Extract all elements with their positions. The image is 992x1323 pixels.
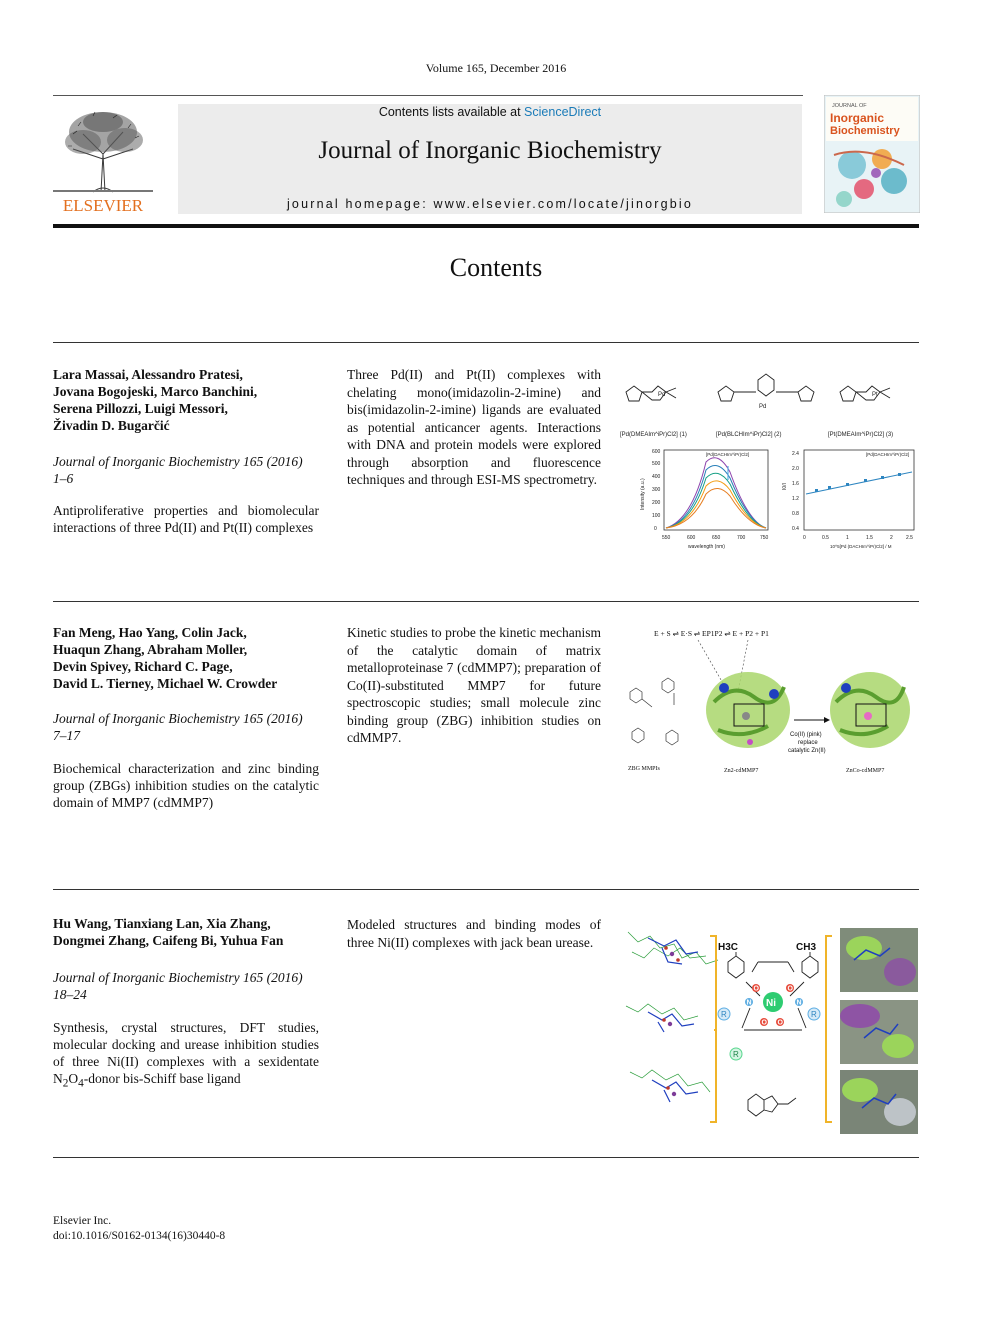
cover-title-line1: JOURNAL OF xyxy=(832,103,867,109)
plot1-title: [Pd(DACHIm^iPr)Cl2] xyxy=(706,452,750,457)
article-2-citation[interactable] xyxy=(53,710,320,744)
author-line: Devin Spivey, Richard C. Page, xyxy=(53,659,233,674)
header-top-rule xyxy=(53,95,803,96)
title-subscript: 4 xyxy=(78,1077,84,1090)
article-3-citation[interactable] xyxy=(53,969,320,1003)
journal-cover-image xyxy=(824,95,920,213)
plot1-xlabel: wavelength (nm) xyxy=(688,544,725,550)
replace-note-1: Co(II) (pink) xyxy=(790,732,822,738)
plot2-ytick: 2.4 xyxy=(792,451,799,457)
nitrogen-atom: N xyxy=(746,999,752,1007)
plot2-xtick: 2 xyxy=(890,535,893,541)
plot2-xtick: 1 xyxy=(846,535,849,541)
author-line: Serena Pillozzi, Luigi Messori, xyxy=(53,401,228,416)
cover-title-line2: Inorganic xyxy=(830,111,885,125)
svg-text:Pd: Pd xyxy=(658,392,666,398)
fluorescence-plot xyxy=(640,449,769,550)
pd-pt-complexes-graphic xyxy=(618,362,920,552)
plot2-title: [Pd(DACHIm^iPr)Cl2] xyxy=(866,452,910,457)
oxygen-atom: O xyxy=(761,1019,767,1027)
nitrogen-atom: N xyxy=(796,999,802,1007)
plot2-xtick: 0 xyxy=(803,535,806,541)
plot1-xtick: 650 xyxy=(712,535,721,541)
znco-label: ZnCo-cdMMP7 xyxy=(846,768,885,774)
oxygen-atom: O xyxy=(753,985,759,993)
citation-pages: 1–6 xyxy=(53,471,74,486)
svg-text:Pt: Pt xyxy=(872,392,878,398)
svg-text:Pd: Pd xyxy=(759,404,767,410)
title-text: Synthesis, crystal structures, DFT studies, molecular docking and urease inhibition studies of three Ni(II) complexes with a sexidentate N xyxy=(53,1020,319,1086)
footer-doi[interactable]: doi:10.1016/S0162-0134(16)30440-8 xyxy=(53,1230,226,1242)
article-2-title[interactable]: Biochemical characterization and zinc binding group (ZBGs) inhibition studies on the catalytic domain of MMP7 (cdMMP7) xyxy=(53,761,319,810)
journal-title: Journal of Inorganic Biochemistry xyxy=(318,137,662,164)
article-2-graphical-abstract xyxy=(618,622,920,782)
article-3-graphical-abstract xyxy=(618,912,920,1136)
citation-line: Journal of Inorganic Biochemistry 165 (2016) xyxy=(53,970,303,985)
citation-line: Journal of Inorganic Biochemistry 165 (2016) xyxy=(53,711,303,726)
plot1-xtick: 700 xyxy=(737,535,746,541)
author-line: Hu Wang, Tianxiang Lan, Xia Zhang, xyxy=(53,916,271,931)
replace-note-3: catalytic Zn(II) xyxy=(788,748,826,754)
article-1-abstract: Three Pd(II) and Pt(II) complexes with chelating mono(imidazolin-2-imine) and bis(imidazolin-2-imine) ligands are evaluated as potential anticancer agents. Interactions with DNA and protein models were explored through absorption and fluorescence techniques and through ESI-MS spectrometry. xyxy=(347,367,601,487)
header-thick-rule xyxy=(53,224,919,228)
author-line: Jovana Bogojeski, Marco Banchini, xyxy=(53,384,258,399)
author-line: Fan Meng, Hao Yang, Colin Jack, xyxy=(53,625,247,640)
oxygen-atom: O xyxy=(777,1019,783,1027)
nickel-complexes-graphic xyxy=(618,912,920,1136)
oxygen-atom: O xyxy=(787,985,793,993)
article-1-graphical-abstract xyxy=(618,362,920,552)
plot2-ytick: 0.4 xyxy=(792,526,799,532)
author-line: Živadin D. Bugarčić xyxy=(53,418,170,433)
plot1-ytick: 600 xyxy=(652,449,661,455)
journal-homepage[interactable]: journal homepage: www.elsevier.com/locate/jinorgbio xyxy=(286,197,694,211)
kinetic-equation: E + S ⇌ E·S ⇌ EP1P2 ⇌ E + P2 + P1 xyxy=(654,629,769,638)
plot2-xlabel: 10^5[Pd (DACHIm^iPr)Cl2] / M xyxy=(830,544,892,549)
plot2-ylabel: I0/I xyxy=(782,483,788,490)
article-divider xyxy=(53,601,919,602)
plot1-ytick: 400 xyxy=(652,474,661,480)
docking-surface-2 xyxy=(840,1000,918,1064)
author-line: Huaqun Zhang, Abraham Moller, xyxy=(53,642,248,657)
plot2-xtick: 0.5 xyxy=(822,535,829,541)
plot2-ytick: 2.0 xyxy=(792,466,799,472)
page-title: Contents xyxy=(449,253,543,282)
mmp7-graphic xyxy=(618,622,920,782)
docking-surface-1 xyxy=(840,928,918,992)
article-3-authors xyxy=(53,915,318,949)
journal-cover[interactable] xyxy=(824,95,920,213)
elsevier-wordmark: ELSEVIER xyxy=(62,196,144,215)
elsevier-logo[interactable] xyxy=(53,104,153,216)
sciencedirect-link[interactable]: ScienceDirect xyxy=(524,105,602,119)
volume-info: Volume 165, December 2016 xyxy=(425,61,567,75)
zn2-cdmmp7-structure xyxy=(706,672,790,748)
plot1-xtick: 600 xyxy=(687,535,696,541)
znco-cdmmp7-structure xyxy=(830,672,910,748)
article-2-authors xyxy=(53,624,318,692)
replace-note-2: replace xyxy=(798,740,818,746)
complex-label-1: [Pd(DMEAIm^iPr)Cl2] (1) xyxy=(620,432,687,438)
article-1-title[interactable]: Antiproliferative properties and biomolecular interactions of three Pd(II) and Pt(II) complexes xyxy=(53,503,319,535)
contents-available-line xyxy=(178,105,802,119)
complex-label-2: [Pd(BLCHIm^iPr)Cl2] (2) xyxy=(716,432,782,438)
article-2-abstract: Kinetic studies to probe the kinetic mechanism of the catalytic domain of matrix metalloproteinase 7 (cdMMP7); preparation of Co(II)-substituted MMP7 for future spectroscopic studies; small molecule zinc binding group (ZBG) inhibition studies on cdMMP7. xyxy=(347,625,601,745)
author-line: Dongmei Zhang, Caifeng Bi, Yuhua Fan xyxy=(53,933,284,948)
author-line: David L. Tierney, Michael W. Crowder xyxy=(53,676,278,691)
plot1-xtick: 550 xyxy=(662,535,671,541)
complex-label-3: [Pt(DMEAIm^iPr)Cl2] (3) xyxy=(828,432,894,438)
plot2-xtick: 2.5 xyxy=(906,535,913,541)
citation-pages: 7–17 xyxy=(53,728,80,743)
plot1-ytick: 100 xyxy=(652,513,661,519)
zbg-label: ZBG MMPIs xyxy=(628,766,660,772)
article-divider xyxy=(53,889,919,890)
cover-title-line3: Biochemistry xyxy=(830,125,900,137)
elsevier-tree-icon xyxy=(53,104,153,216)
plot2-ytick: 1.2 xyxy=(792,496,799,502)
plot2-ytick: 1.6 xyxy=(792,481,799,487)
methyl-left: H3C xyxy=(718,942,739,953)
plot2-ytick: 0.8 xyxy=(792,511,799,517)
methyl-right: CH3 xyxy=(796,942,817,953)
r-group-legend: R xyxy=(733,1050,739,1059)
title-subscript: 2 xyxy=(62,1077,69,1090)
plot1-ytick: 200 xyxy=(652,500,661,506)
contents-available-text: Contents lists available at xyxy=(378,105,525,119)
plot2-xtick: 1.5 xyxy=(866,535,873,541)
title-text: -donor bis-Schiff base ligand xyxy=(83,1071,241,1086)
plot1-xtick: 750 xyxy=(760,535,769,541)
plot1-ytick: 300 xyxy=(652,487,661,493)
citation-line: Journal of Inorganic Biochemistry 165 (2016) xyxy=(53,454,303,469)
plot1-ytick: 500 xyxy=(652,461,661,467)
title-text: O xyxy=(68,1071,79,1086)
article-3-abstract: Modeled structures and binding modes of three Ni(II) complexes with jack bean urease. xyxy=(347,917,601,950)
author-line: Lara Massai, Alessandro Pratesi, xyxy=(53,367,243,382)
article-divider xyxy=(53,1157,919,1158)
r-group: R xyxy=(721,1010,727,1019)
nickel-center: Ni xyxy=(766,998,776,1009)
citation-pages: 18–24 xyxy=(53,987,87,1002)
footer-publisher: Elsevier Inc. xyxy=(53,1215,112,1227)
article-3-title[interactable] xyxy=(53,1019,319,1093)
zn2-label: Zn2-cdMMP7 xyxy=(724,768,759,774)
plot1-ytick: 0 xyxy=(654,526,657,532)
r-group: R xyxy=(811,1010,817,1019)
article-1-citation[interactable] xyxy=(53,453,320,487)
docking-surface-3 xyxy=(840,1070,918,1134)
plot1-ylabel: Intensity (a.u.) xyxy=(640,478,646,510)
article-divider xyxy=(53,342,919,343)
stern-volmer-plot xyxy=(782,450,914,549)
article-1-authors xyxy=(53,366,318,434)
